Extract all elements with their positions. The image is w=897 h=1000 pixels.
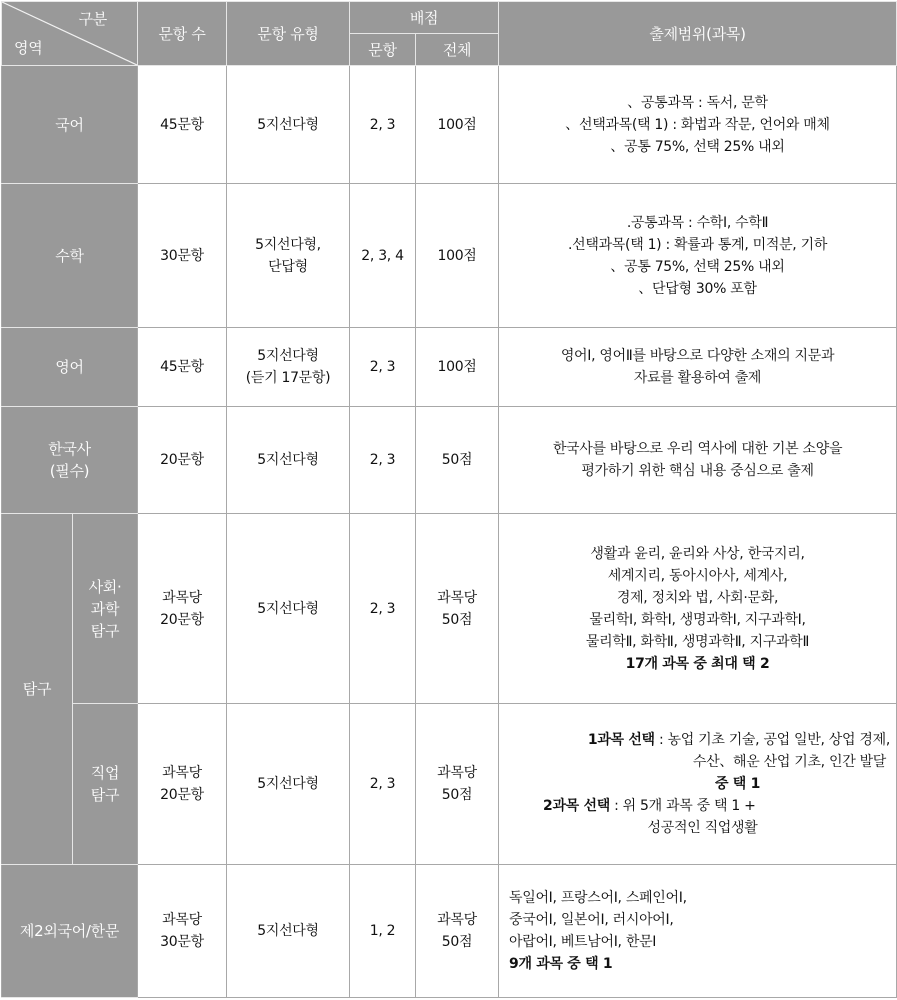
total-score: 100점 xyxy=(416,66,499,184)
item-score: 1, 2 xyxy=(350,865,416,998)
question-count-line: 과목당 xyxy=(162,589,202,606)
question-count xyxy=(138,865,227,998)
item-score: 2, 3 xyxy=(350,704,416,865)
range-line: 자료를 활용하여 출제 xyxy=(633,370,762,386)
corner-header xyxy=(2,2,138,66)
table-row-math xyxy=(2,184,897,328)
total-score: 100점 xyxy=(416,328,499,407)
total-score-line: 과목당 xyxy=(437,765,477,781)
header-score-total: 전체 xyxy=(416,34,499,66)
question-type xyxy=(227,328,350,407)
table-row-vocational-inquiry xyxy=(2,704,897,865)
area-label xyxy=(2,407,138,514)
total-score-line: 50점 xyxy=(441,611,473,628)
total-score xyxy=(416,865,499,998)
item-score: 2, 3 xyxy=(350,66,416,184)
range-option-label: 1과목 선택 xyxy=(587,732,655,748)
question-count-line: 과목당 xyxy=(162,912,202,928)
area-label-line: 한국사 xyxy=(48,440,91,458)
header-question-type: 문항 유형 xyxy=(227,2,350,66)
header-score: 배점 xyxy=(350,2,499,34)
sub-area-label-line: 탐구 xyxy=(90,786,120,804)
total-score xyxy=(416,514,499,704)
exam-range xyxy=(499,328,897,407)
range-line: .선택과목(택 1) : 확률과 통계, 미적분, 기하 xyxy=(567,236,828,253)
table-row-second-foreign-language xyxy=(2,865,897,998)
question-type-line: (듣기 17문항) xyxy=(245,370,331,386)
area-label: 영어 xyxy=(2,328,138,407)
corner-label-category: 구분 xyxy=(78,10,107,28)
area-label: 국어 xyxy=(2,66,138,184)
area-label: 수학 xyxy=(2,184,138,328)
table-row-korean xyxy=(2,66,897,184)
range-option-label: 2과목 선택 xyxy=(543,798,610,814)
range-line: 경제, 정치와 법, 사회·문화, xyxy=(616,589,779,606)
range-line xyxy=(503,729,892,751)
sub-area-label-line: 과학 xyxy=(90,599,120,618)
sub-area-label xyxy=(73,514,138,704)
range-line: 성공적인 직업생활 xyxy=(647,820,758,836)
range-line: 한국사를 바탕으로 우리 역사에 대한 기본 소양을 xyxy=(552,441,843,457)
range-line: 、공통과목 : 독서, 문학 xyxy=(627,94,768,111)
range-option-text: : 위 5개 과목 중 택 1 + xyxy=(609,798,756,814)
question-type: 5지선다형 xyxy=(227,66,350,184)
total-score-line: 과목당 xyxy=(437,589,477,606)
question-type: 5지선다형 xyxy=(227,407,350,514)
question-type: 5지선다형 xyxy=(227,704,350,865)
corner-label-area: 영역 xyxy=(14,39,43,57)
range-line: 독일어Ⅰ, 프랑스어Ⅰ, 스페인어Ⅰ, xyxy=(509,890,687,906)
area-label-line: (필수) xyxy=(49,462,90,480)
exam-range xyxy=(499,407,897,514)
range-line: 중국어Ⅰ, 일본어Ⅰ, 러시아어Ⅰ, xyxy=(509,912,674,928)
exam-range xyxy=(499,704,897,865)
exam-range xyxy=(499,865,897,998)
exam-structure-table xyxy=(1,1,897,998)
question-count xyxy=(138,704,227,865)
range-line: 중 택 1 xyxy=(714,776,761,792)
range-line: 、공통 75%, 선택 25% 내외 xyxy=(610,258,785,275)
exam-range xyxy=(499,514,897,704)
total-score-line: 50점 xyxy=(441,934,473,950)
range-line: 영어Ⅰ, 영어Ⅱ를 바탕으로 다양한 소재의 지문과 xyxy=(560,348,835,364)
range-line: 아랍어Ⅰ, 베트남어Ⅰ, 한문Ⅰ xyxy=(509,934,657,950)
area-label: 탐구 xyxy=(2,514,73,865)
question-type xyxy=(227,184,350,328)
range-line: 평가하기 위한 핵심 내용 중심으로 출제 xyxy=(581,463,814,479)
header-score-item: 문항 xyxy=(350,34,416,66)
total-score-line: 과목당 xyxy=(437,912,477,928)
table-row-korean-history xyxy=(2,407,897,514)
range-line: 세계지리, 동아시아사, 세계사, xyxy=(607,567,788,584)
question-count: 45문항 xyxy=(138,328,227,407)
sub-area-label-line: 탐구 xyxy=(90,621,120,640)
question-count xyxy=(138,514,227,704)
range-line: 、단답형 30% 포함 xyxy=(638,280,757,297)
range-note: 9개 과목 중 택 1 xyxy=(509,956,613,972)
range-option-text: : 농업 기초 기술, 공업 일반, 상업 경제, xyxy=(654,732,891,748)
area-label: 제2외국어/한문 xyxy=(2,865,138,998)
exam-range xyxy=(499,66,897,184)
question-count-line: 30문항 xyxy=(160,934,204,950)
sub-area-label-line: 직업 xyxy=(90,764,120,782)
question-type-line: 5지선다형, xyxy=(255,236,321,253)
question-count: 20문항 xyxy=(138,407,227,514)
range-line: 물리학Ⅱ, 화학Ⅱ, 생명과학Ⅱ, 지구과학Ⅱ xyxy=(585,633,810,650)
question-count-line: 20문항 xyxy=(160,611,204,628)
item-score: 2, 3 xyxy=(350,514,416,704)
question-type: 5지선다형 xyxy=(227,514,350,704)
total-score: 50점 xyxy=(416,407,499,514)
question-count: 45문항 xyxy=(138,66,227,184)
table-row-english xyxy=(2,328,897,407)
range-line: 생활과 윤리, 윤리와 사상, 한국지리, xyxy=(590,545,805,562)
question-type-line: 5지선다형 xyxy=(257,348,319,364)
item-score: 2, 3, 4 xyxy=(350,184,416,328)
question-type-line: 단답형 xyxy=(268,258,308,275)
question-count: 30문항 xyxy=(138,184,227,328)
item-score: 2, 3 xyxy=(350,407,416,514)
total-score-line: 50점 xyxy=(441,787,473,803)
question-type: 5지선다형 xyxy=(227,865,350,998)
item-score: 2, 3 xyxy=(350,328,416,407)
range-line: 수산、해운 산업 기초, 인간 발달 xyxy=(692,754,887,770)
sub-area-label-line: 사회· xyxy=(88,577,122,596)
range-note: 17개 과목 중 최대 택 2 xyxy=(625,655,770,672)
table-row-social-science-inquiry xyxy=(2,514,897,704)
sub-area-label xyxy=(73,704,138,865)
range-line: 물리학Ⅰ, 화학Ⅰ, 생명과학Ⅰ, 지구과학Ⅰ, xyxy=(589,611,806,628)
range-line: 、선택과목(택 1) : 화법과 작문, 언어와 매체 xyxy=(565,116,830,133)
header-range: 출제범위(과목) xyxy=(499,2,897,66)
range-line: 、공통 75%, 선택 25% 내외 xyxy=(610,138,785,155)
range-line: .공통과목 : 수학Ⅰ, 수학Ⅱ xyxy=(626,214,769,231)
range-line xyxy=(503,795,892,817)
question-count-line: 과목당 xyxy=(162,765,202,781)
header-question-count: 문항 수 xyxy=(138,2,227,66)
exam-range xyxy=(499,184,897,328)
total-score xyxy=(416,704,499,865)
total-score: 100점 xyxy=(416,184,499,328)
question-count-line: 20문항 xyxy=(160,787,204,803)
